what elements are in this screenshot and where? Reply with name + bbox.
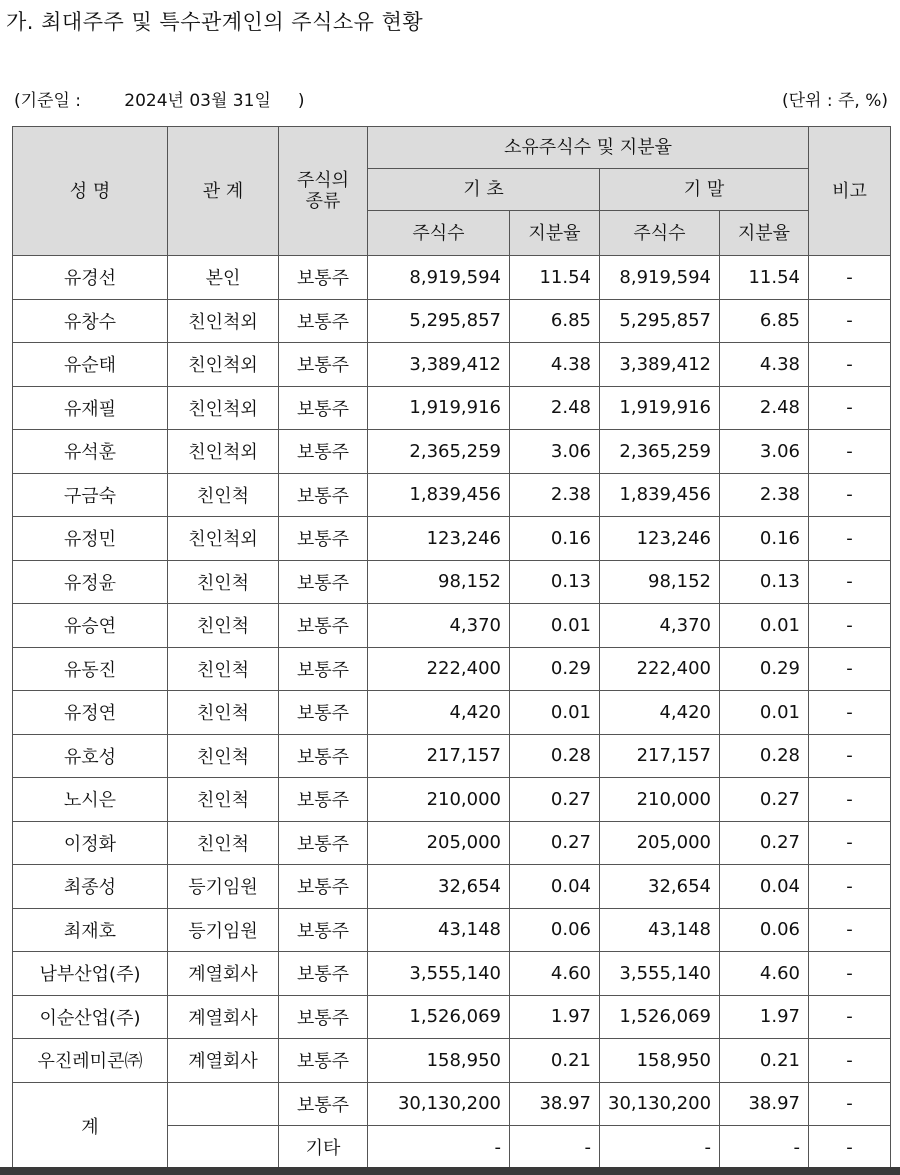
header-end-shares: 주식수 — [600, 211, 720, 256]
cell-begin-shares: 2,365,259 — [368, 430, 510, 474]
cell-name: 유정민 — [13, 517, 168, 561]
cell-begin-shares: 8,919,594 — [368, 256, 510, 300]
cell-begin-ratio: 0.06 — [510, 908, 600, 952]
header-end-ratio: 지분율 — [720, 211, 809, 256]
cell-begin-shares: 1,526,069 — [368, 995, 510, 1039]
cell-end-ratio: 0.27 — [720, 821, 809, 865]
table-row — [13, 865, 891, 909]
header-name: 성 명 — [13, 127, 168, 256]
cell-relation: 친인척외 — [168, 343, 279, 387]
table-body — [13, 256, 891, 1170]
header-end: 기 말 — [600, 169, 809, 211]
table-row — [13, 691, 891, 735]
cell-relation: 친인척외 — [168, 517, 279, 561]
cell-relation: 계열회사 — [168, 1039, 279, 1083]
cell-name: 우진레미콘㈜ — [13, 1039, 168, 1083]
cell-name: 유재필 — [13, 386, 168, 430]
cell-stock-type: 보통주 — [279, 517, 368, 561]
cell-note: - — [809, 473, 891, 517]
cell-begin-ratio: 2.48 — [510, 386, 600, 430]
cell-note: - — [809, 560, 891, 604]
cell-end-shares: 158,950 — [600, 1039, 720, 1083]
cell-begin-ratio: 3.06 — [510, 430, 600, 474]
cell-begin-ratio: 2.38 — [510, 473, 600, 517]
total-other-begin-shares: - — [368, 1126, 510, 1170]
table-row — [13, 821, 891, 865]
cell-name: 최재호 — [13, 908, 168, 952]
cell-stock-type: 보통주 — [279, 908, 368, 952]
table-row — [13, 430, 891, 474]
cell-name: 유창수 — [13, 299, 168, 343]
cell-begin-ratio: 0.28 — [510, 734, 600, 778]
cell-stock-type: 보통주 — [279, 430, 368, 474]
cell-begin-ratio: 0.01 — [510, 691, 600, 735]
cell-end-shares: 4,420 — [600, 691, 720, 735]
window-bottom-bar — [0, 1167, 900, 1175]
total-other-end-shares: - — [600, 1126, 720, 1170]
cell-end-ratio: 0.01 — [720, 604, 809, 648]
cell-stock-type: 보통주 — [279, 560, 368, 604]
cell-end-ratio: 0.06 — [720, 908, 809, 952]
cell-note: - — [809, 430, 891, 474]
table-row — [13, 343, 891, 387]
table-row — [13, 473, 891, 517]
total-other-begin-ratio: - — [510, 1126, 600, 1170]
cell-end-shares: 1,919,916 — [600, 386, 720, 430]
cell-note: - — [809, 691, 891, 735]
cell-relation: 친인척외 — [168, 299, 279, 343]
cell-end-ratio: 11.54 — [720, 256, 809, 300]
cell-note: - — [809, 256, 891, 300]
total-other-type: 기타 — [279, 1126, 368, 1170]
cell-relation: 친인척외 — [168, 386, 279, 430]
cell-end-shares: 217,157 — [600, 734, 720, 778]
cell-begin-shares: 98,152 — [368, 560, 510, 604]
cell-relation: 계열회사 — [168, 952, 279, 996]
table-row — [13, 560, 891, 604]
cell-relation: 친인척 — [168, 473, 279, 517]
cell-end-shares: 1,526,069 — [600, 995, 720, 1039]
total-other-relation-cell — [168, 1126, 279, 1170]
cell-begin-shares: 5,295,857 — [368, 299, 510, 343]
cell-end-shares: 32,654 — [600, 865, 720, 909]
header-begin-shares: 주식수 — [368, 211, 510, 256]
cell-end-shares: 3,389,412 — [600, 343, 720, 387]
cell-stock-type: 보통주 — [279, 821, 368, 865]
cell-name: 이정화 — [13, 821, 168, 865]
cell-stock-type: 보통주 — [279, 343, 368, 387]
section-title: 가. 최대주주 및 특수관계인의 주식소유 현황 — [6, 10, 424, 34]
table-row — [13, 952, 891, 996]
table-row — [13, 995, 891, 1039]
table-row — [13, 386, 891, 430]
cell-note: - — [809, 995, 891, 1039]
header-note: 비고 — [809, 127, 891, 256]
cell-stock-type: 보통주 — [279, 647, 368, 691]
cell-begin-shares: 123,246 — [368, 517, 510, 561]
cell-name: 유정연 — [13, 691, 168, 735]
cell-end-shares: 123,246 — [600, 517, 720, 561]
cell-relation: 등기임원 — [168, 865, 279, 909]
cell-relation: 친인척 — [168, 560, 279, 604]
cell-begin-ratio: 0.27 — [510, 821, 600, 865]
cell-begin-shares: 222,400 — [368, 647, 510, 691]
cell-name: 유경선 — [13, 256, 168, 300]
cell-end-ratio: 6.85 — [720, 299, 809, 343]
cell-name: 남부산업(주) — [13, 952, 168, 996]
cell-end-shares: 205,000 — [600, 821, 720, 865]
cell-stock-type: 보통주 — [279, 865, 368, 909]
cell-begin-ratio: 0.27 — [510, 778, 600, 822]
cell-relation: 친인척 — [168, 604, 279, 648]
cell-begin-shares: 3,555,140 — [368, 952, 510, 996]
unit-label: (단위 : 주, %) — [781, 91, 888, 111]
cell-end-ratio: 2.38 — [720, 473, 809, 517]
cell-note: - — [809, 647, 891, 691]
cell-stock-type: 보통주 — [279, 952, 368, 996]
table-row — [13, 1039, 891, 1083]
cell-begin-ratio: 0.29 — [510, 647, 600, 691]
table-row — [13, 778, 891, 822]
table-row — [13, 604, 891, 648]
cell-stock-type: 보통주 — [279, 691, 368, 735]
cell-end-ratio: 0.04 — [720, 865, 809, 909]
cell-stock-type: 보통주 — [279, 778, 368, 822]
cell-note: - — [809, 908, 891, 952]
cell-note: - — [809, 952, 891, 996]
cell-relation: 계열회사 — [168, 995, 279, 1039]
cell-end-ratio: 4.60 — [720, 952, 809, 996]
table-row — [13, 647, 891, 691]
total-other-end-ratio: - — [720, 1126, 809, 1170]
cell-name: 최종성 — [13, 865, 168, 909]
cell-relation: 친인척외 — [168, 430, 279, 474]
cell-note: - — [809, 778, 891, 822]
cell-stock-type: 보통주 — [279, 256, 368, 300]
cell-relation: 등기임원 — [168, 908, 279, 952]
cell-end-ratio: 0.13 — [720, 560, 809, 604]
cell-name: 유승연 — [13, 604, 168, 648]
total-common-note: - — [809, 1082, 891, 1126]
total-other-note: - — [809, 1126, 891, 1170]
cell-begin-shares: 4,420 — [368, 691, 510, 735]
total-common-begin-ratio: 38.97 — [510, 1082, 600, 1126]
cell-stock-type: 보통주 — [279, 299, 368, 343]
cell-end-ratio: 1.97 — [720, 995, 809, 1039]
cell-stock-type: 보통주 — [279, 473, 368, 517]
cell-end-ratio: 0.27 — [720, 778, 809, 822]
cell-name: 유호성 — [13, 734, 168, 778]
cell-relation: 친인척 — [168, 778, 279, 822]
cell-begin-ratio: 11.54 — [510, 256, 600, 300]
cell-name: 이순산업(주) — [13, 995, 168, 1039]
cell-note: - — [809, 604, 891, 648]
header-ownership-group: 소유주식수 및 지분율 — [368, 127, 809, 169]
cell-begin-shares: 32,654 — [368, 865, 510, 909]
cell-end-shares: 5,295,857 — [600, 299, 720, 343]
table-meta-row — [14, 86, 888, 110]
cell-stock-type: 보통주 — [279, 734, 368, 778]
cell-end-ratio: 0.28 — [720, 734, 809, 778]
cell-end-shares: 1,839,456 — [600, 473, 720, 517]
cell-name: 구금숙 — [13, 473, 168, 517]
cell-stock-type: 보통주 — [279, 1039, 368, 1083]
cell-end-ratio: 0.01 — [720, 691, 809, 735]
total-common-type: 보통주 — [279, 1082, 368, 1126]
cell-end-ratio: 3.06 — [720, 430, 809, 474]
cell-end-shares: 98,152 — [600, 560, 720, 604]
cell-stock-type: 보통주 — [279, 995, 368, 1039]
table-row — [13, 256, 891, 300]
total-row-common — [13, 1082, 891, 1126]
cell-name: 유정윤 — [13, 560, 168, 604]
total-common-end-ratio: 38.97 — [720, 1082, 809, 1126]
cell-relation: 본인 — [168, 256, 279, 300]
cell-begin-ratio: 0.01 — [510, 604, 600, 648]
cell-begin-shares: 4,370 — [368, 604, 510, 648]
cell-begin-shares: 210,000 — [368, 778, 510, 822]
cell-note: - — [809, 821, 891, 865]
cell-relation: 친인척 — [168, 734, 279, 778]
cell-end-shares: 8,919,594 — [600, 256, 720, 300]
cell-begin-ratio: 1.97 — [510, 995, 600, 1039]
cell-end-shares: 2,365,259 — [600, 430, 720, 474]
cell-name: 유동진 — [13, 647, 168, 691]
cell-end-ratio: 0.29 — [720, 647, 809, 691]
total-common-end-shares: 30,130,200 — [600, 1082, 720, 1126]
cell-note: - — [809, 343, 891, 387]
cell-end-ratio: 2.48 — [720, 386, 809, 430]
cell-begin-ratio: 4.60 — [510, 952, 600, 996]
table-row — [13, 517, 891, 561]
base-date: (기준일 : 2024년 03월 31일 ) — [14, 91, 305, 111]
cell-relation: 친인척 — [168, 647, 279, 691]
header-begin: 기 초 — [368, 169, 600, 211]
cell-begin-ratio: 0.21 — [510, 1039, 600, 1083]
shareholding-table — [12, 126, 891, 1170]
cell-begin-shares: 1,839,456 — [368, 473, 510, 517]
cell-end-shares: 4,370 — [600, 604, 720, 648]
cell-note: - — [809, 865, 891, 909]
cell-begin-shares: 205,000 — [368, 821, 510, 865]
cell-stock-type: 보통주 — [279, 604, 368, 648]
total-label: 계 — [13, 1082, 168, 1169]
cell-begin-ratio: 0.16 — [510, 517, 600, 561]
cell-note: - — [809, 386, 891, 430]
cell-stock-type: 보통주 — [279, 386, 368, 430]
cell-name: 유석훈 — [13, 430, 168, 474]
total-common-begin-shares: 30,130,200 — [368, 1082, 510, 1126]
header-stock-type-text: 주식의 종류 — [296, 170, 350, 212]
cell-name: 노시은 — [13, 778, 168, 822]
cell-begin-ratio: 6.85 — [510, 299, 600, 343]
cell-begin-ratio: 0.13 — [510, 560, 600, 604]
total-relation-cell — [168, 1082, 279, 1126]
cell-relation: 친인척 — [168, 821, 279, 865]
cell-note: - — [809, 517, 891, 561]
cell-note: - — [809, 1039, 891, 1083]
header-relation: 관 계 — [168, 127, 279, 256]
cell-name: 유순태 — [13, 343, 168, 387]
cell-begin-shares: 43,148 — [368, 908, 510, 952]
cell-begin-shares: 158,950 — [368, 1039, 510, 1083]
cell-end-shares: 210,000 — [600, 778, 720, 822]
header-stock-type — [279, 127, 368, 256]
cell-begin-shares: 217,157 — [368, 734, 510, 778]
table-row — [13, 908, 891, 952]
header-begin-ratio: 지분율 — [510, 211, 600, 256]
cell-note: - — [809, 299, 891, 343]
cell-end-ratio: 0.21 — [720, 1039, 809, 1083]
cell-begin-shares: 3,389,412 — [368, 343, 510, 387]
cell-end-shares: 222,400 — [600, 647, 720, 691]
table-row — [13, 734, 891, 778]
cell-relation: 친인척 — [168, 691, 279, 735]
cell-end-ratio: 4.38 — [720, 343, 809, 387]
cell-end-ratio: 0.16 — [720, 517, 809, 561]
cell-begin-shares: 1,919,916 — [368, 386, 510, 430]
cell-begin-ratio: 4.38 — [510, 343, 600, 387]
cell-note: - — [809, 734, 891, 778]
cell-end-shares: 43,148 — [600, 908, 720, 952]
table-row — [13, 299, 891, 343]
cell-begin-ratio: 0.04 — [510, 865, 600, 909]
cell-end-shares: 3,555,140 — [600, 952, 720, 996]
